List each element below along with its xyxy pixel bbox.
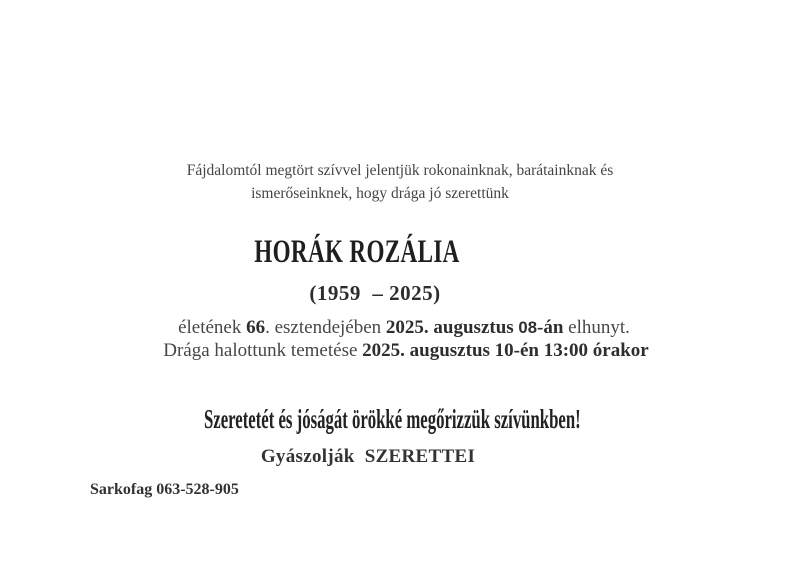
death-date-line xyxy=(104,316,704,339)
mourners-line: Gyászolják SZERETTEI xyxy=(260,446,476,467)
funeral-date-line xyxy=(106,339,706,362)
funeral-line-pre: Drága halottunk temetése xyxy=(163,340,363,361)
intro-line-1: Fájdalomtól megtört szívvel jelentjük rokonainknak, barátainknak és xyxy=(186,162,614,179)
intro-line-2: ismerőseinknek, hogy drága jó szerettünk xyxy=(251,185,509,202)
age-value: 66 xyxy=(246,317,266,338)
death-day-value: 08 xyxy=(518,318,538,337)
death-line-pre: életének xyxy=(178,317,247,338)
provider-reference: Sarkofag 063-528-905 xyxy=(90,481,239,498)
memory-line: Szeretetét és jóságát örökké megőrizzük szívünkben! xyxy=(204,404,581,434)
funeral-datetime: 2025. augusztus 10-én 13:00 órakor xyxy=(362,340,649,361)
life-years: (1959 – 2025) xyxy=(309,281,441,305)
death-day-suffix: -án xyxy=(537,317,564,338)
death-month: 2025. augusztus xyxy=(385,317,519,338)
death-line-post: elhunyt. xyxy=(563,317,630,338)
deceased-name: HORÁK ROZÁLIA xyxy=(254,234,460,270)
death-line-mid: . esztendejében xyxy=(265,317,386,338)
